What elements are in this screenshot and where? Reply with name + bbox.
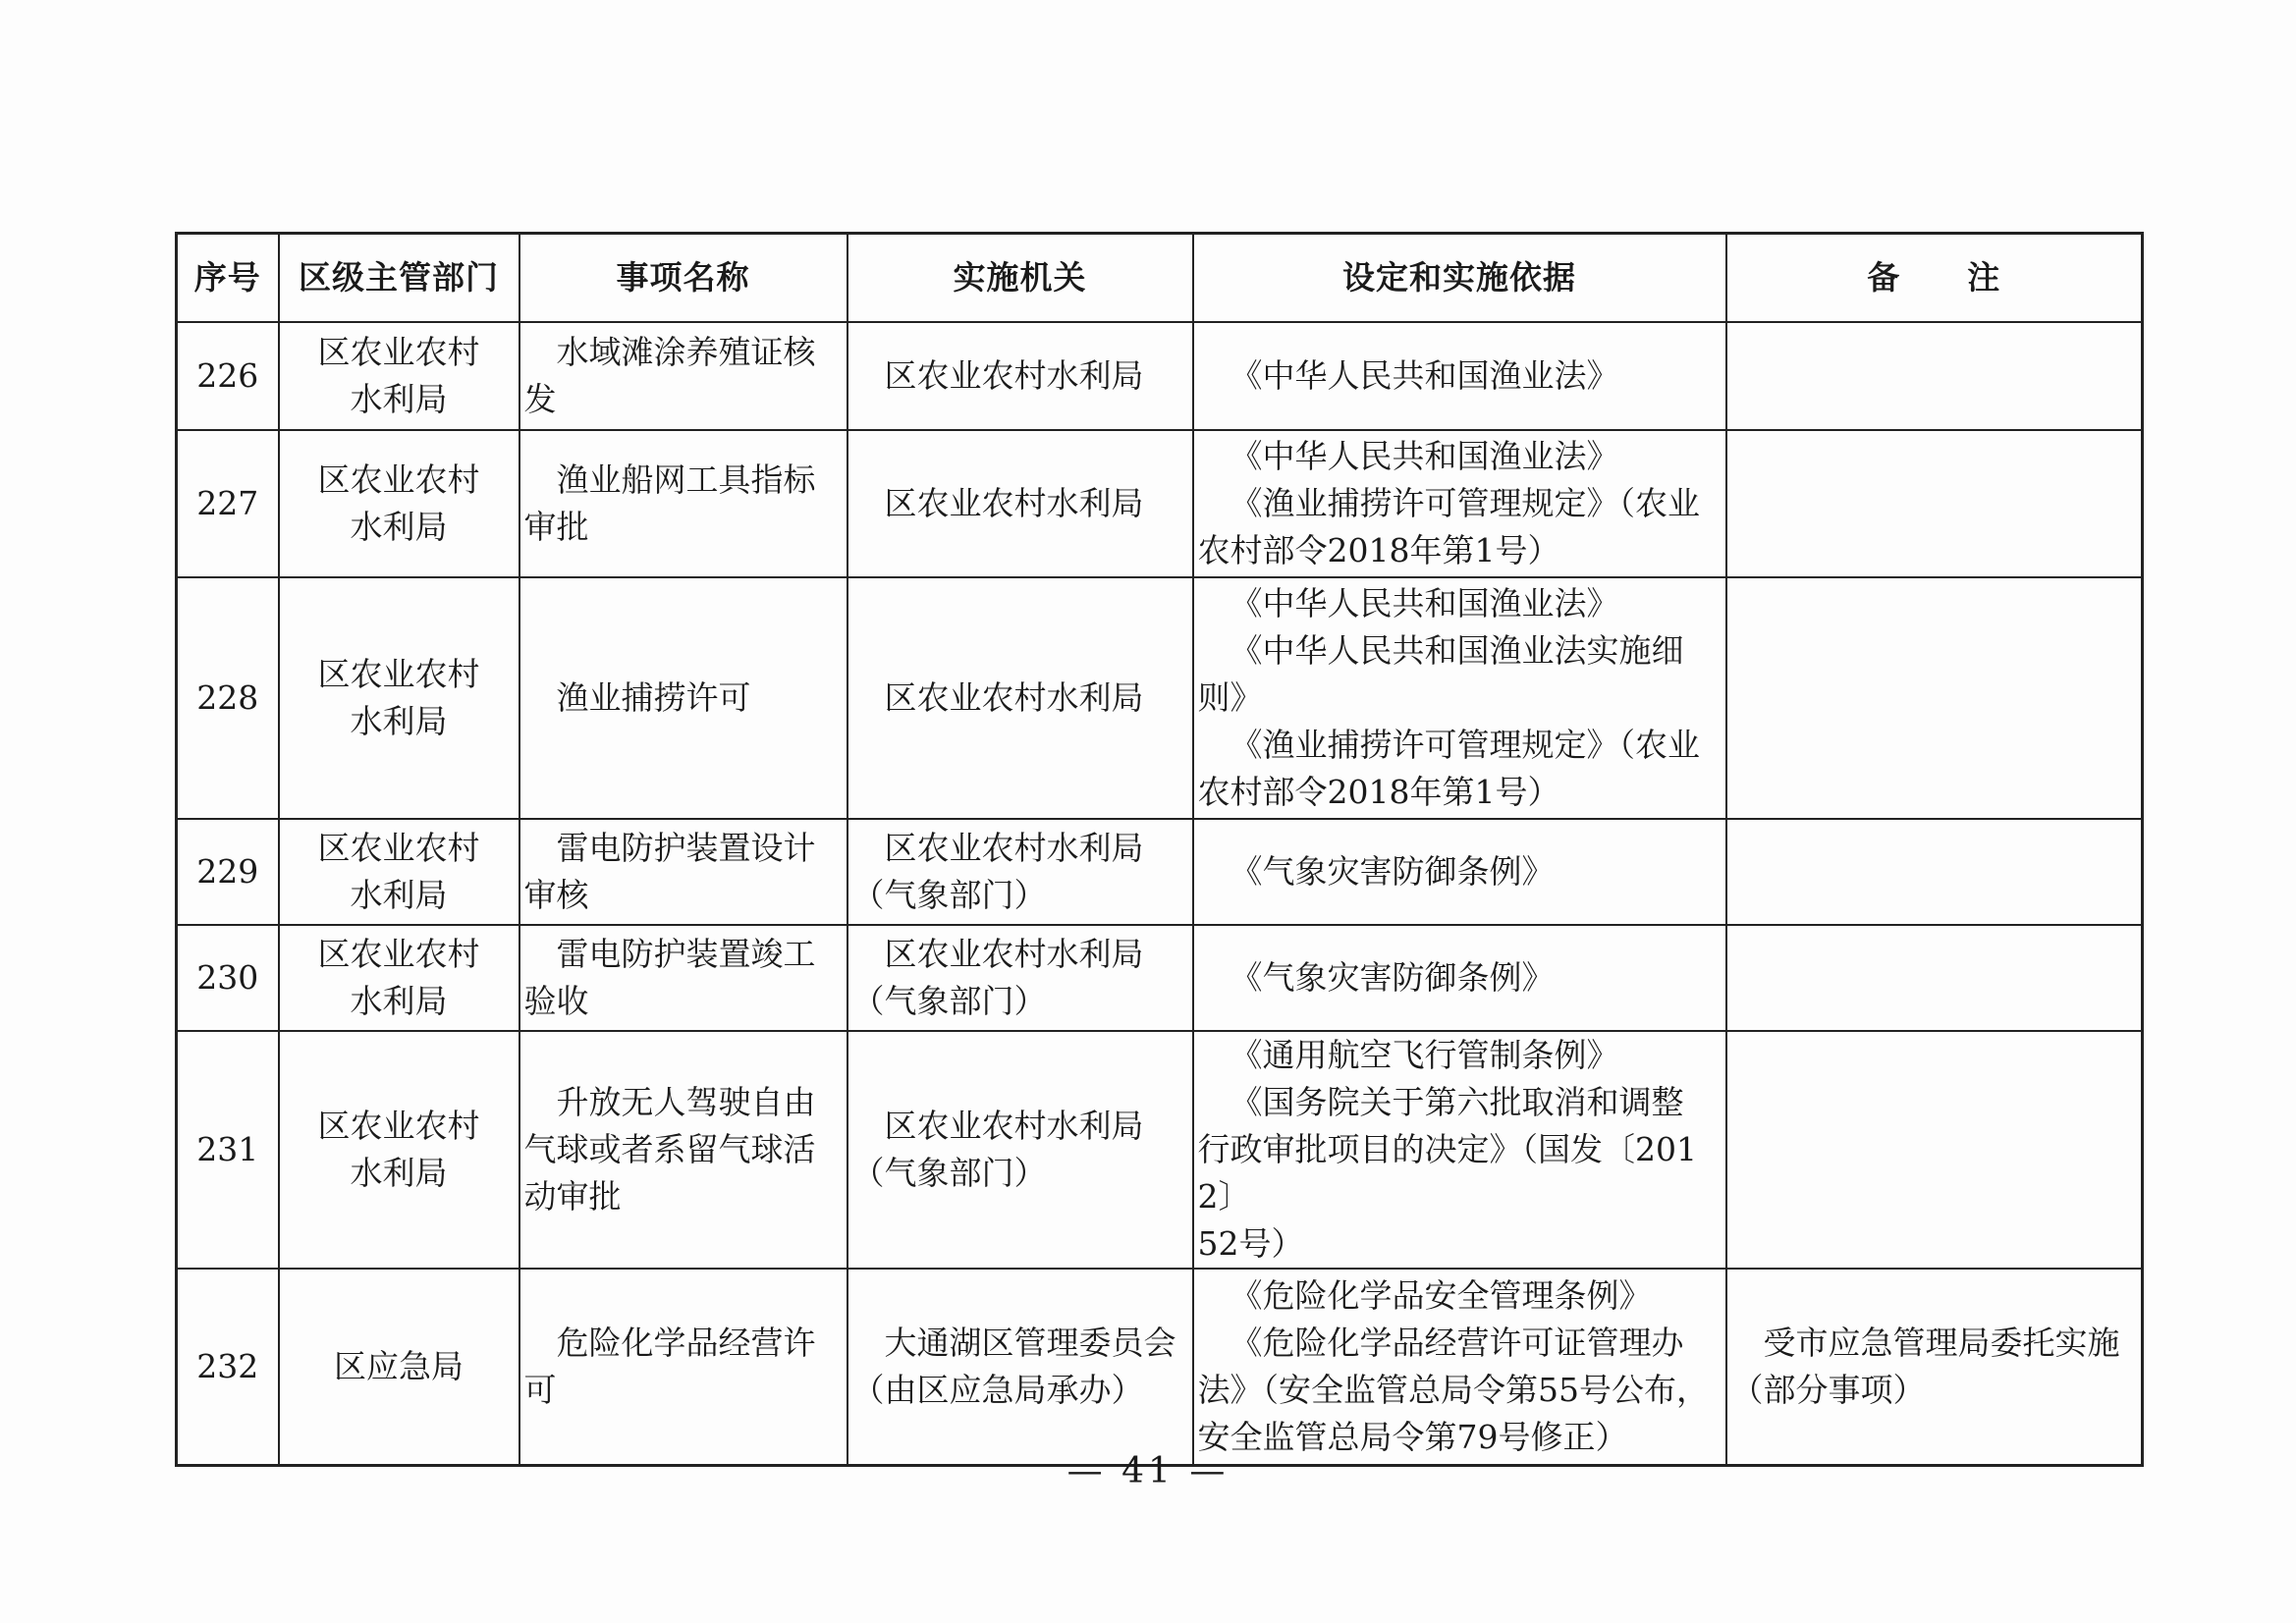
dept-line: 区农业农村 xyxy=(317,829,480,867)
row-basis xyxy=(1193,925,1726,1031)
basis-line: 法》（安全监管总局令第55号公布， xyxy=(1197,1371,1709,1409)
row-org xyxy=(847,322,1193,430)
row-basis xyxy=(1193,819,1726,925)
org-line: 区农业农村水利局 xyxy=(884,935,1144,973)
basis-line: 《气象灾害防御条例》 xyxy=(1230,958,1555,997)
row-item xyxy=(519,430,847,577)
header-item: 事项名称 xyxy=(519,234,847,323)
basis-line: 《危险化学品安全管理条例》 xyxy=(1230,1276,1652,1315)
header-org: 实施机关 xyxy=(847,234,1193,323)
row-basis xyxy=(1193,1031,1726,1269)
basis-line: 《中华人民共和国渔业法实施细 xyxy=(1230,631,1684,670)
row-note xyxy=(1726,430,2143,577)
row-number: 232 xyxy=(177,1269,279,1466)
org-line: 区农业农村水利局 xyxy=(884,829,1144,867)
row-item xyxy=(519,925,847,1031)
dept-line: 水利局 xyxy=(350,876,448,914)
dept-line: 水利局 xyxy=(350,982,448,1020)
item-line: 气球或者系留气球活 xyxy=(523,1130,816,1168)
org-line: 区农业农村水利局 xyxy=(884,356,1144,395)
row-note xyxy=(1726,1031,2143,1269)
row-org xyxy=(847,819,1193,925)
table-row xyxy=(177,430,2143,577)
basis-line: 农村部令2018年第1号） xyxy=(1197,531,1560,569)
row-dept xyxy=(279,577,519,819)
dept-line: 水利局 xyxy=(350,702,448,740)
basis-line: 《中华人民共和国渔业法》 xyxy=(1230,356,1619,395)
row-item xyxy=(519,1269,847,1466)
row-dept xyxy=(279,430,519,577)
row-note xyxy=(1726,322,2143,430)
item-line: 危险化学品经营许 xyxy=(556,1324,816,1362)
org-line: （由区应急局承办） xyxy=(851,1371,1144,1409)
row-basis xyxy=(1193,1269,1726,1466)
org-line: 区农业农村水利局 xyxy=(884,1107,1144,1145)
row-number: 230 xyxy=(177,925,279,1031)
row-note xyxy=(1726,819,2143,925)
table-row xyxy=(177,925,2143,1031)
table-row xyxy=(177,322,2143,430)
table-row xyxy=(177,577,2143,819)
basis-line: 《中华人民共和国渔业法》 xyxy=(1230,437,1619,475)
header-note: 备 注 xyxy=(1726,234,2143,323)
dept-line: 水利局 xyxy=(350,380,448,418)
basis-line: 《国务院关于第六批取消和调整 xyxy=(1230,1083,1684,1121)
basis-line: 《渔业捕捞许可管理规定》（农业 xyxy=(1230,484,1700,522)
row-number: 228 xyxy=(177,577,279,819)
item-line: 水域滩涂养殖证核 xyxy=(556,333,816,371)
row-org xyxy=(847,1031,1193,1269)
row-dept xyxy=(279,1031,519,1269)
basis-line: 《渔业捕捞许可管理规定》（农业 xyxy=(1230,726,1700,764)
dept-line: 区农业农村 xyxy=(317,333,480,371)
org-line: 区农业农村水利局 xyxy=(884,678,1144,717)
row-org xyxy=(847,430,1193,577)
dept-line: 区应急局 xyxy=(334,1347,464,1385)
item-line: 动审批 xyxy=(523,1177,622,1216)
basis-line: 农村部令2018年第1号） xyxy=(1197,773,1560,811)
row-note xyxy=(1726,925,2143,1031)
row-item xyxy=(519,577,847,819)
dept-line: 水利局 xyxy=(350,1154,448,1192)
approval-items-table xyxy=(175,232,2144,1467)
table-row xyxy=(177,1031,2143,1269)
row-dept xyxy=(279,322,519,430)
row-number: 231 xyxy=(177,1031,279,1269)
row-item xyxy=(519,819,847,925)
dept-line: 区农业农村 xyxy=(317,1107,480,1145)
item-line: 验收 xyxy=(523,982,589,1020)
row-note xyxy=(1726,1269,2143,1466)
basis-line: 《危险化学品经营许可证管理办 xyxy=(1230,1324,1684,1362)
row-org xyxy=(847,925,1193,1031)
row-basis xyxy=(1193,430,1726,577)
dept-line: 区农业农村 xyxy=(317,460,480,499)
header-basis: 设定和实施依据 xyxy=(1193,234,1726,323)
row-number: 226 xyxy=(177,322,279,430)
basis-line: 安全监管总局令第79号修正） xyxy=(1197,1418,1628,1456)
dept-line: 区农业农村 xyxy=(317,655,480,693)
item-line: 升放无人驾驶自由 xyxy=(556,1083,816,1121)
item-line: 渔业捕捞许可 xyxy=(556,678,751,717)
dept-line: 水利局 xyxy=(350,508,448,546)
header-dept: 区级主管部门 xyxy=(279,234,519,323)
item-line: 审核 xyxy=(523,876,589,914)
item-line: 审批 xyxy=(523,508,589,546)
item-line: 发 xyxy=(523,380,557,418)
item-line: 雷电防护装置设计 xyxy=(556,829,816,867)
row-org xyxy=(847,577,1193,819)
table-header-row xyxy=(177,234,2143,323)
org-line: （气象部门） xyxy=(851,982,1047,1020)
header-no: 序号 xyxy=(177,234,279,323)
row-dept xyxy=(279,925,519,1031)
row-item xyxy=(519,1031,847,1269)
row-org xyxy=(847,1269,1193,1466)
table-row xyxy=(177,1269,2143,1466)
basis-line: 《通用航空飞行管制条例》 xyxy=(1230,1036,1619,1074)
basis-line: 《气象灾害防御条例》 xyxy=(1230,852,1555,891)
page-number: — 41 — xyxy=(1066,1451,1230,1491)
basis-line: 52号） xyxy=(1197,1224,1304,1263)
dept-line: 区农业农村 xyxy=(317,935,480,973)
org-line: 大通湖区管理委员会 xyxy=(884,1324,1176,1362)
org-line: （气象部门） xyxy=(851,1154,1047,1192)
basis-line: 《中华人民共和国渔业法》 xyxy=(1230,584,1619,622)
org-line: （气象部门） xyxy=(851,876,1047,914)
note-line: （部分事项） xyxy=(1730,1371,1926,1409)
row-number: 229 xyxy=(177,819,279,925)
org-line: 区农业农村水利局 xyxy=(884,484,1144,522)
note-line: 受市应急管理局委托实施 xyxy=(1763,1324,2120,1362)
item-line: 可 xyxy=(523,1371,557,1409)
item-line: 雷电防护装置竣工 xyxy=(556,935,816,973)
table-row xyxy=(177,819,2143,925)
row-basis xyxy=(1193,577,1726,819)
row-basis xyxy=(1193,322,1726,430)
row-item xyxy=(519,322,847,430)
basis-line: 行政审批项目的决定》（国发〔2012〕 xyxy=(1197,1130,1697,1216)
row-number: 227 xyxy=(177,430,279,577)
basis-line: 则》 xyxy=(1197,678,1263,717)
row-note xyxy=(1726,577,2143,819)
row-dept xyxy=(279,1269,519,1466)
row-dept xyxy=(279,819,519,925)
item-line: 渔业船网工具指标 xyxy=(556,460,816,499)
